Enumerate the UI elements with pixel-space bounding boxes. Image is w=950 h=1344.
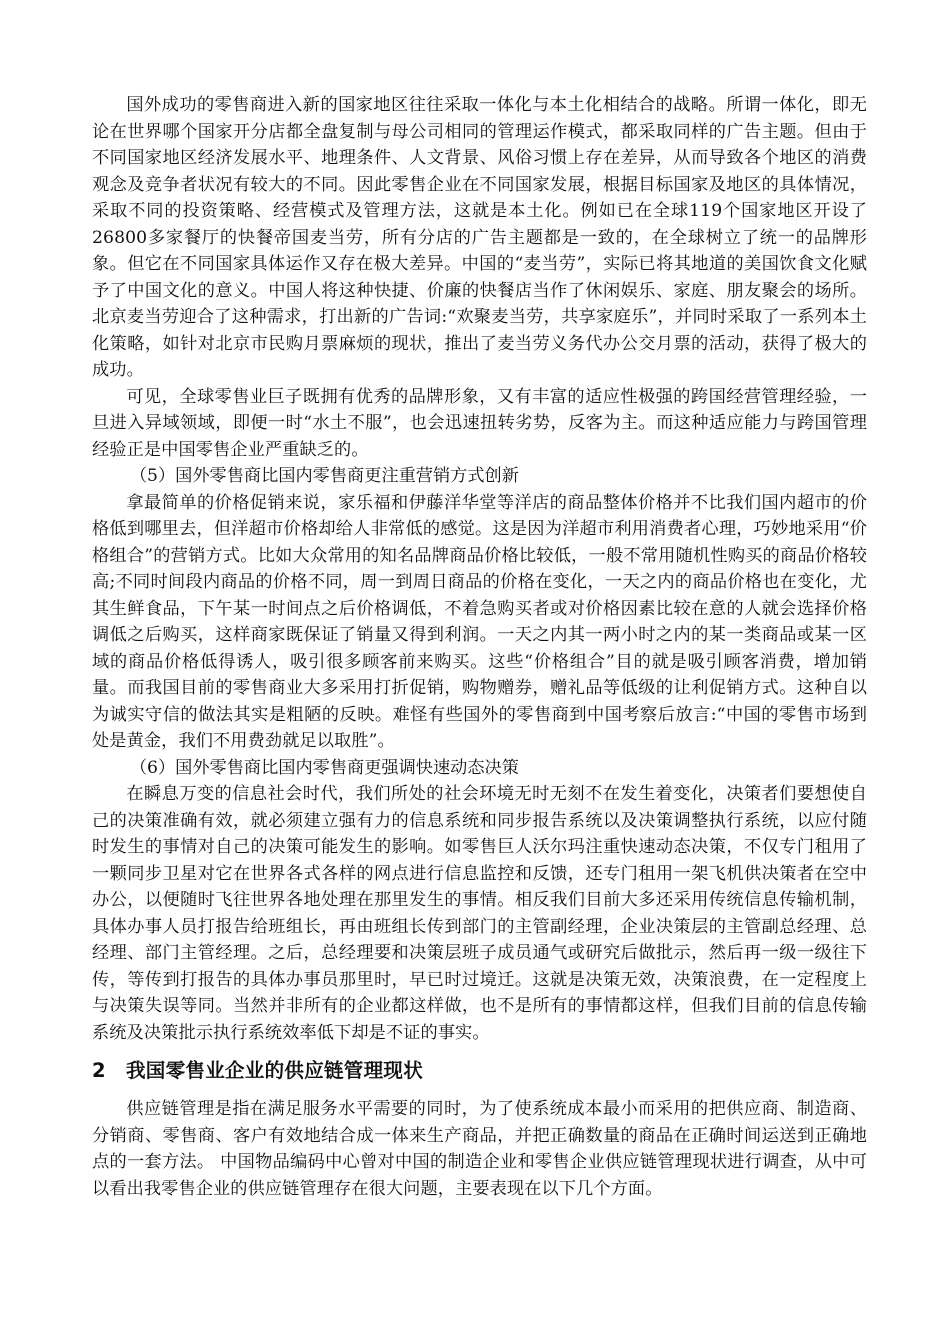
paragraph-global-retail-giants: 可见，全球零售业巨子既拥有优秀的品牌形象，又有丰富的适应性极强的跨国经营管理经验，一旦进入异域领域，即便一时“水土不服”，也会迅速扭转劣势，反客为主。而这种适应能力与跨国管理经验正是中国零售企业严重缺乏的。 [92,386,867,460]
section-heading [92,1056,867,1086]
paragraph-supply-chain: 供应链管理是指在满足服务水平需要的同时，为了使系统成本最小而采用的把供应商、制造商、分销商、零售商、客户有效地结合成一体来生产商品，并把正确数量的商品在正确时间运送到正确地点的一套方法。 中国物品编码中心曾对中国的制造企业和零售企业供应链管理现状进行调查，从中可以看出我零售企业的供应链管理存在很大问题，主要表现在以下几个方面。 [92,1099,867,1199]
paragraph-localization-strategy: 国外成功的零售商进入新的国家地区往往采取一体化与本土化相结合的战略。所谓一体化，即无论在世界哪个国家开分店都全盘复制与母公司相同的管理运作模式，都采取同样的广告主题。但由于不同国家地区经济发展水平、地理条件、人文背景、风俗习惯上存在差异，从而导致各个地区的消费观念及竞争者状况有较大的不同。因此零售企业在不同国家发展，根据目标国家及地区的具体情况，采取不同的投资策略、经营模式及管理方法，这就是本土化。例如已在全球119个国家地区开设了26800多家餐厅的快餐帝国麦当劳，所有分店的广告主题都是一致的，在全球树立了统一的品牌形象。但它在不同国家具体运作又存在极大差异。中国的“麦当劳”，实际已将其地道的美国饮食文化赋予了中国文化的意义。中国人将这种快捷、价廉的快餐店当作了休闲娱乐、家庭、朋友聚会的场所。北京麦当劳迎合了这种需求，打出新的广告词:“欢聚麦当劳，共享家庭乐”，并同时采取了一系列本土化策略，如针对北京市民购月票麻烦的现状，推出了麦当劳义务代办公交月票的活动，获得了极大的成功。 [92,95,867,380]
subheading-dynamic-decision: （6）国外零售商比国内零售商更强调快速动态决策 [129,757,519,778]
section-title: 我国零售业企业的供应链管理现状 [126,1059,424,1082]
subheading-marketing-innovation: （5）国外零售商比国内零售商更注重营销方式创新 [129,466,519,486]
paragraph-decision-systems: 在瞬息万变的信息社会时代，我们所处的社会环境无时无刻不在发生着变化，决策者们要想使自己的决策准确有效，就必须建立强有力的信息系统和同步报告系统以及决策调整执行系统，以应付随时发生的事情对自己的决策可能发生的影响。如零售巨人沃尔玛注重快速动态决策，不仅专门租用了一颗同步卫星对它在世界各式各样的网点进行信息监控和反馈，还专门租用一架飞机供决策者在空中办公，以便随时飞往世界各地处理在那里发生的事情。相反我们目前大多还采用传统信息传输机制，具体办事人员打报告给班组长，再由班组长传到部门的主管副经理，企业决策层的主管副总经理、总经理、部门主管经理。之后，总经理要和决策层班子成员通气或研究后做批示，然后再一级一级往下传，等传到打报告的具体办事员那里时，早已时过境迁。这就是决策无效，决策浪费，在一定程度上与决策失误等同。当然并非所有的企业都这样做，也不是所有的事情都这样，但我们目前的信息传输系统及决策批示执行系统效率低下却是不证的事实。 [92,784,867,1043]
document-page [92,92,867,1202]
section-number: 2 [92,1059,106,1082]
paragraph-price-promotion: 拿最简单的价格促销来说，家乐福和伊藤洋华堂等洋店的商品整体价格并不比我们国内超市的价格低到哪里去，但洋超市价格却给人非常低的感觉。这是因为洋超市利用消费者心理，巧妙地采用“价格组合”的营销方式。比如大众常用的知名品牌商品价格比较低，一般不常用随机性购买的商品价格较高;不同时间段内商品的价格不同，周一到周日商品的价格在变化，一天之内的商品价格也在变化，尤其生鲜食品，下午某一时间点之后价格调低，不着急购买者或对价格因素比较在意的人就会选择价格调低之后购买，这样商家既保证了销量又得到利润。一天之内其一两小时之内的某一类商品或某一区域的商品价格低得诱人，吸引很多顾客前来购买。这些“价格组合”目的就是吸引顾客消费，增加销量。而我国目前的零售商业大多采用打折促销，购物赠券，赠礼品等低级的让利促销方式。这种自以为诚实守信的做法其实是粗陋的反映。难怪有些国外的零售商到中国考察后放言:“中国的零售市场到处是黄金，我们不用费劲就足以取胜”。 [92,492,867,751]
